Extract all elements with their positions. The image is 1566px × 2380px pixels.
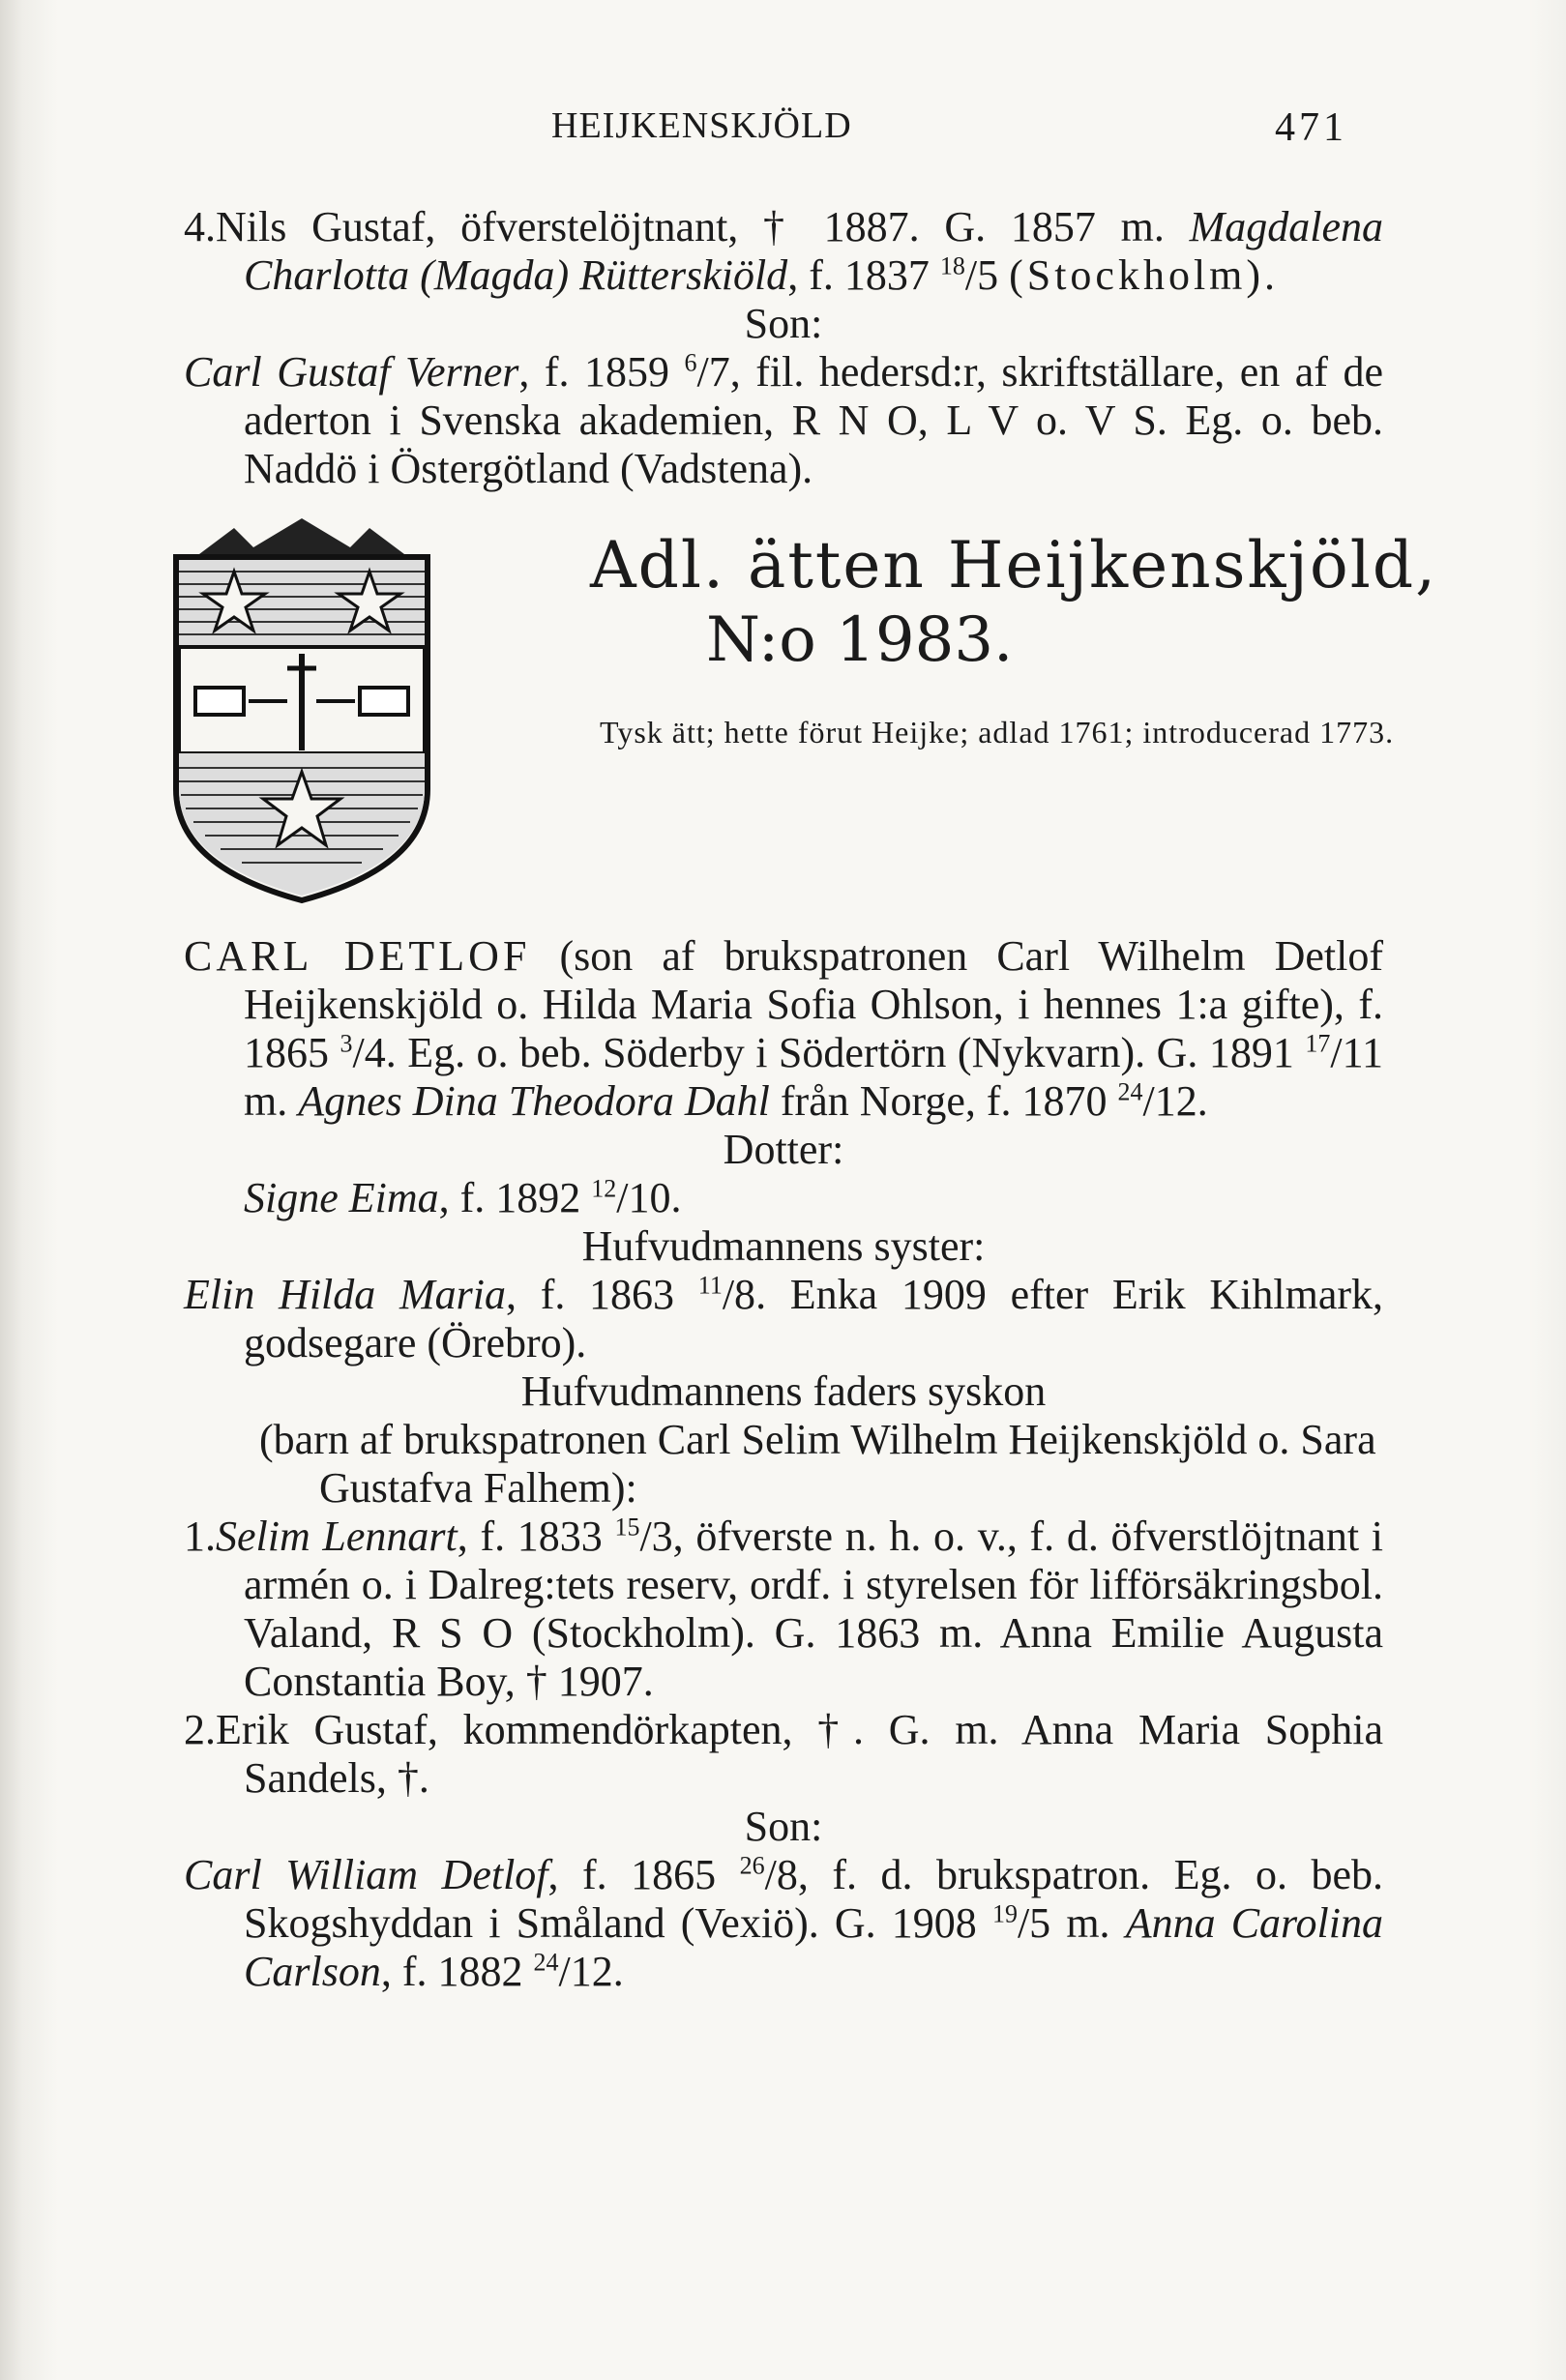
entry-daughter-signe: Signe Eima, f. 1892 $^{12}$/10. <box>244 1174 682 1221</box>
sibling1-name: Selim Lennart <box>216 1513 458 1560</box>
head-name: CARL DETLOF <box>184 932 531 980</box>
sister-heading: Hufvudmannens syster: <box>581 1222 986 1270</box>
sister-name: Elin Hilda Maria <box>184 1271 506 1318</box>
entry-sibling-selim: 1.Selim Lennart, f. 1833 $^{15}$/3, öfverste n. h. o. v., f. d. öfverstlöjtnant i armén o. i Dalreg:tets reserv, ordf. i styrelsen för lifförsäkringsbol. Valand, R S O (Stockholm). G. 1863 m. Anna Emilie Augusta Constantia Boy, † 1907. <box>184 1513 1384 1705</box>
family-note: Tysk ätt; hette förut Heijke; adlad 1761; introducerad 1773. <box>600 715 1395 749</box>
place: (Stockholm). <box>1009 251 1280 299</box>
son2-name: Carl William Detlof <box>184 1851 548 1898</box>
son2-heading: Son: <box>744 1803 823 1850</box>
page-number: 471 <box>1275 105 1347 150</box>
daughter-heading: Dotter: <box>723 1126 844 1173</box>
head-wife-name: Agnes Dina Theodora Dahl <box>298 1077 770 1125</box>
son-heading: Son: <box>744 300 823 347</box>
entry-son-carl-gustaf-verner: Carl Gustaf Verner, f. 1859 $^6$/7, fil. hedersd:r, skriftställare, en af de aderton i Svenska akademien, R N O, L V o. V S. Eg. o. beb. Naddö i Östergötland (Vadstena). <box>184 348 1383 492</box>
entry-nils-gustaf: 4.Nils Gustaf, öfverstelöjtnant, † 1887. G. 1857 m. Magdalena Charlotta (Magda) Rütterskiöld, f. 1837 $^{18}$/5 (Stockholm). <box>184 203 1383 299</box>
wife-name: Magdalena Charlotta (Magda) Rütterskiöld <box>244 203 1383 299</box>
siblings-note: (barn af brukspatronen Carl Selim Wilhelm Heijkenskjöld o. Sara Gustafva Falhem): <box>259 1416 1376 1512</box>
page-body <box>184 203 1438 1996</box>
siblings-heading: Hufvudmannens faders syskon <box>520 1367 1047 1415</box>
entry-sister-elin: Elin Hilda Maria, f. 1863 $^{11}$/8. Enka 1909 efter Erik Kihlmark, godsegare (Örebro). <box>184 1271 1383 1366</box>
entry-son-carl-william: Carl William Detlof, f. 1865 $^{26}$/8, f. d. brukspatron. Eg. o. beb. Skogshyddan i Småland (Vexiö). G. 1908 $^{19}$/5 m. Anna Carolina Carlson, f. 1882 $^{24}$/12. <box>184 1851 1383 1995</box>
family-heading-block <box>184 511 1438 926</box>
son-name: Carl Gustaf Verner <box>184 348 519 396</box>
running-title: HEIJKENSKJÖLD <box>551 105 852 146</box>
entry-sibling-erik: 2.Erik Gustaf, kommendörkapten, †. G. m. Anna Maria Sophia Sandels, †. <box>184 1706 1383 1802</box>
family-title-area <box>590 528 1438 750</box>
family-title: Adl. ätten Heijkenskjöld, <box>590 528 1438 602</box>
heraldic-shield-icon <box>157 518 447 905</box>
daughter-name: Signe Eima <box>244 1174 439 1221</box>
family-number: N:o 1983. <box>706 604 1014 676</box>
son2-wife-name: Anna Carolina Carlson <box>244 1899 1383 1995</box>
entry-head-carl-detlof: CARL DETLOF (son af brukspatronen Carl Wilhelm Detlof Heijkenskjöld o. Hilda Maria Sofia Ohlson, i hennes 1:a gifte), f. 1865 $^3$/4. Eg. o. beb. Söderby i Södertörn (Nykvarn). G. 1891 $^{17}$/11 m. Agnes Dina Theodora Dahl från Norge, f. 1870 $^{24}$/12. <box>184 932 1384 1125</box>
page-header <box>0 104 1566 162</box>
